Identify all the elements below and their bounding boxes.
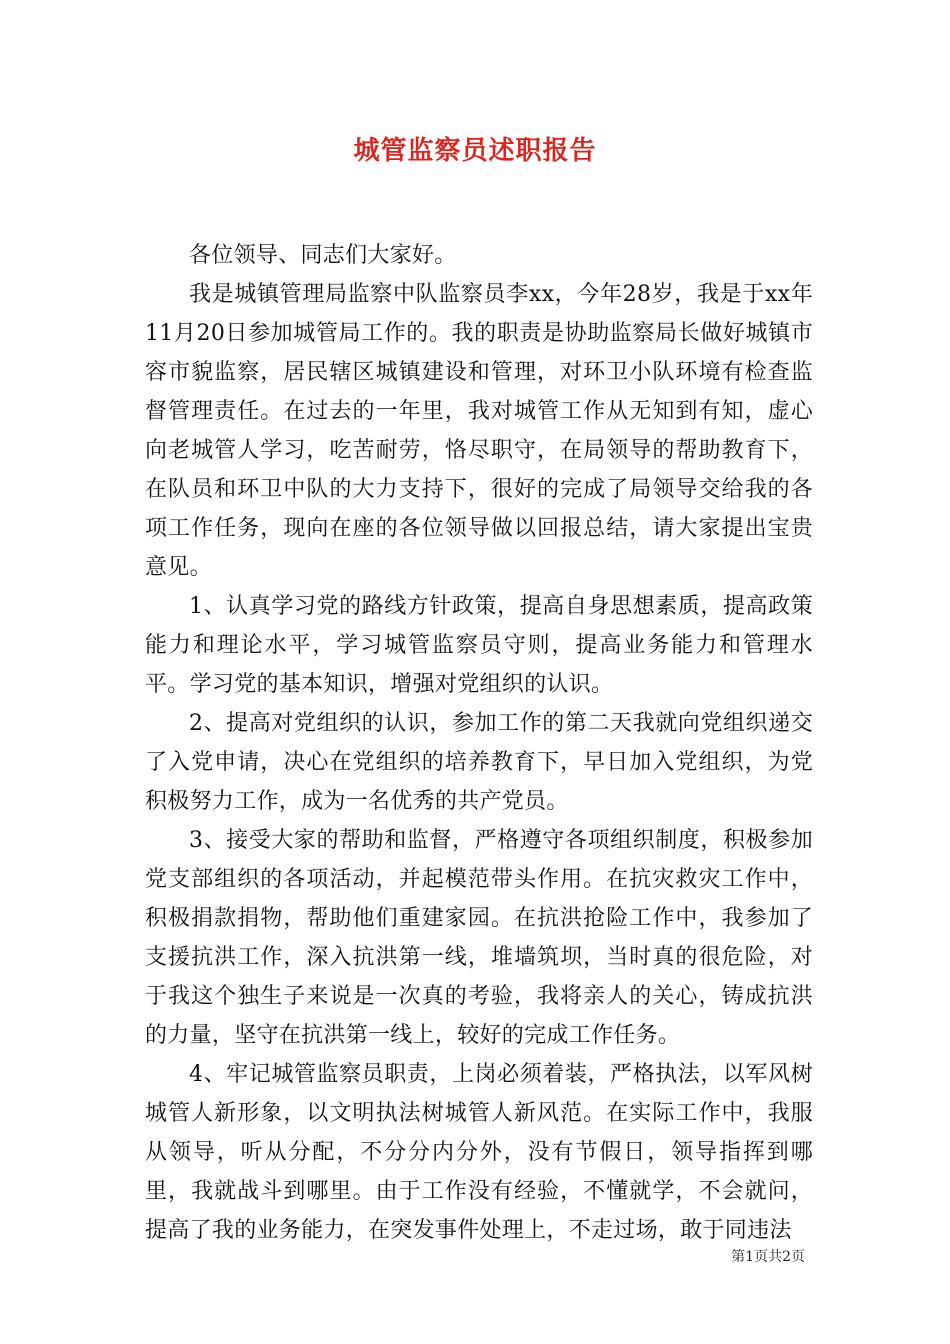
item-3-paragraph: 3、接受大家的帮助和监督，严格遵守各项组织制度，积极参加党支部组织的各项活动，并起模范带头作用。在抗灾救灾工作中，积极捐款捐物，帮助他们重建家园。在抗洪抢险工作中，我参加了支援抗洪工作，深入抗洪第一线，堆墙筑坝，当时真的很危险，对于我这个独生子来说是一次真的考验，我将亲人的关心，铸成抗洪的力量，坚守在抗洪第一线上，较好的完成工作任务。 [145, 828, 813, 1048]
greeting-paragraph: 各位领导、同志们大家好。 [189, 243, 457, 268]
item-4-paragraph: 4、牢记城管监察员职责，上岗必须着装，严格执法，以军风树城管人新形象，以文明执法树城管人新风范。在实际工作中，我服从领导，听从分配，不分分内分外，没有节假日，领导指挥到哪里，我就战斗到哪里。由于工作没有经验，不懂就学，不会就问，提高了我的业务能力，在突发事件处理上，不走过场，敢于同违法 [145, 1062, 813, 1243]
page-number: 第1页共2页 [731, 1249, 805, 1265]
intro-paragraph: 我是城镇管理局监察中队监察员李xx，今年28岁，我是于xx年11月20日参加城管局工作的。我的职责是协助监察局长做好城镇市容市貌监察，居民辖区城镇建设和管理，对环卫小队环境有检查监督管理责任。在过去的一年里，我对城管工作从无知到有知，虚心向老城管人学习，吃苦耐劳，恪尽职守，在局领导的帮助教育下，在队员和环卫中队的大力支持下，很好的完成了局领导交给我的各项工作任务，现向在座的各位领导做以回报总结，请大家提出宝贵意见。 [145, 282, 813, 580]
item-1-paragraph: 1、认真学习党的路线方针政策，提高自身思想素质，提高政策能力和理论水平，学习城管监察员守则，提高业务能力和管理水平。学习党的基本知识，增强对党组织的认识。 [145, 594, 813, 697]
document-title: 城管监察员述职报告 [353, 136, 597, 166]
document-body [145, 236, 813, 1250]
item-2-paragraph: 2、提高对党组织的认识，参加工作的第二天我就向党组织递交了入党申请，决心在党组织的培养教育下，早日加入党组织，为党积极努力工作，成为一名优秀的共产党员。 [145, 711, 813, 814]
